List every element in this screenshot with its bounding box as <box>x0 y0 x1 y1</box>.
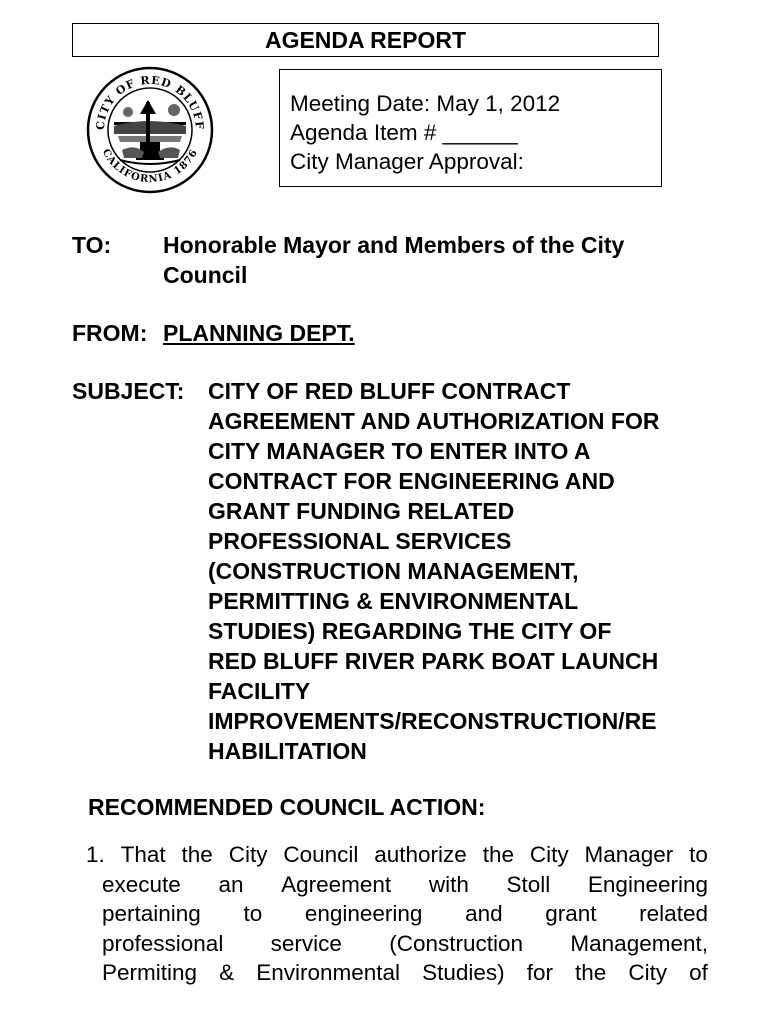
subject-value <box>208 376 718 766</box>
agenda-item: Agenda Item # ______ <box>290 120 518 145</box>
meeting-info-box <box>279 69 662 187</box>
subject-line: CITY OF RED BLUFF CONTRACT <box>208 378 571 404</box>
subject-line: RED BLUFF RIVER PARK BOAT LAUNCH <box>208 648 659 674</box>
meeting-date: Meeting Date: May 1, 2012 <box>290 91 561 116</box>
subject-line: HABILITATION <box>208 738 367 764</box>
recommendation-word: the <box>482 842 514 867</box>
seal-top-text: CITY OF RED BLUFF <box>93 73 207 131</box>
subject-line: IMPROVEMENTS/RECONSTRUCTION/RE <box>208 708 657 734</box>
recommendation-word: for <box>526 960 553 985</box>
recommendation-word: engineering <box>304 901 423 926</box>
recommendation-word: 1. <box>86 842 105 867</box>
recommendation-word: Engineering <box>587 871 708 897</box>
recommendation-word: of <box>689 960 708 985</box>
seal-bottom-text: CALIFORNIA 1876 <box>99 147 201 186</box>
recommendation-word: execute <box>102 871 181 897</box>
recommendation-word: related <box>639 901 708 926</box>
recommendation-word: service <box>270 930 342 956</box>
recommendation-word: (Construction <box>389 930 524 956</box>
recommendation-word: City <box>529 842 569 867</box>
subject-line: GRANT FUNDING RELATED <box>208 498 515 524</box>
recommendation-word: Council <box>283 842 359 867</box>
subject-line: AGREEMENT AND AUTHORIZATION FOR <box>208 408 660 434</box>
recommendation-word: & <box>219 960 235 985</box>
recommendation-word: Studies) <box>422 960 505 985</box>
city-seal-icon <box>84 64 216 196</box>
recommendation-word: the <box>181 842 213 867</box>
subject-label: SUBJECT: <box>72 378 185 404</box>
city-manager-approval: City Manager Approval: <box>290 149 524 174</box>
from-value: PLANNING DEPT. <box>163 320 355 346</box>
recommendation-item <box>86 840 708 988</box>
recommendation-word: grant <box>545 901 597 926</box>
recommendation-word: Management, <box>570 930 708 956</box>
recommendation-line <box>86 899 708 929</box>
agenda-report-title: AGENDA REPORT <box>72 23 659 57</box>
recommendation-heading: RECOMMENDED COUNCIL ACTION: <box>88 794 486 820</box>
subject-line: FACILITY <box>208 678 311 704</box>
recommendation-word: City <box>628 960 668 985</box>
subject-line: CITY MANAGER TO ENTER INTO A <box>208 438 591 464</box>
subject-line: PERMITTING & ENVIRONMENTAL <box>208 588 579 614</box>
recommendation-word: Permiting <box>102 960 198 985</box>
recommendation-word: and <box>465 901 503 926</box>
recommendation-word: the <box>575 960 607 985</box>
subject-line: STUDIES) REGARDING THE CITY OF <box>208 618 612 644</box>
recommendation-word: to <box>243 901 263 926</box>
recommendation-word: to <box>689 842 708 867</box>
recommendation-line <box>86 958 708 988</box>
from-label: FROM: <box>72 320 148 346</box>
recommendation-word: an <box>218 871 244 897</box>
recommendation-word: City <box>228 842 268 867</box>
recommendation-word: Agreement <box>281 871 392 897</box>
recommendation-word: Environmental <box>256 960 401 985</box>
to-label: TO: <box>72 232 112 258</box>
to-line: Council <box>163 262 248 288</box>
recommendation-line <box>86 840 708 870</box>
recommendation-word: That <box>120 842 166 867</box>
recommendation-line <box>86 929 708 959</box>
recommendation-word: authorize <box>374 842 467 867</box>
recommendation-word: with <box>428 871 469 897</box>
to-value <box>163 230 693 290</box>
recommendation-word: professional <box>102 930 224 956</box>
subject-line: PROFESSIONAL SERVICES <box>208 528 512 554</box>
recommendation-word: Stoll <box>506 871 551 897</box>
subject-line: CONTRACT FOR ENGINEERING AND <box>208 468 615 494</box>
recommendation-word: pertaining <box>102 901 201 926</box>
recommendation-word: Manager <box>584 842 674 867</box>
recommendation-line <box>86 870 708 900</box>
to-line: Honorable Mayor and Members of the City <box>163 232 625 258</box>
subject-line: (CONSTRUCTION MANAGEMENT, <box>208 558 579 584</box>
